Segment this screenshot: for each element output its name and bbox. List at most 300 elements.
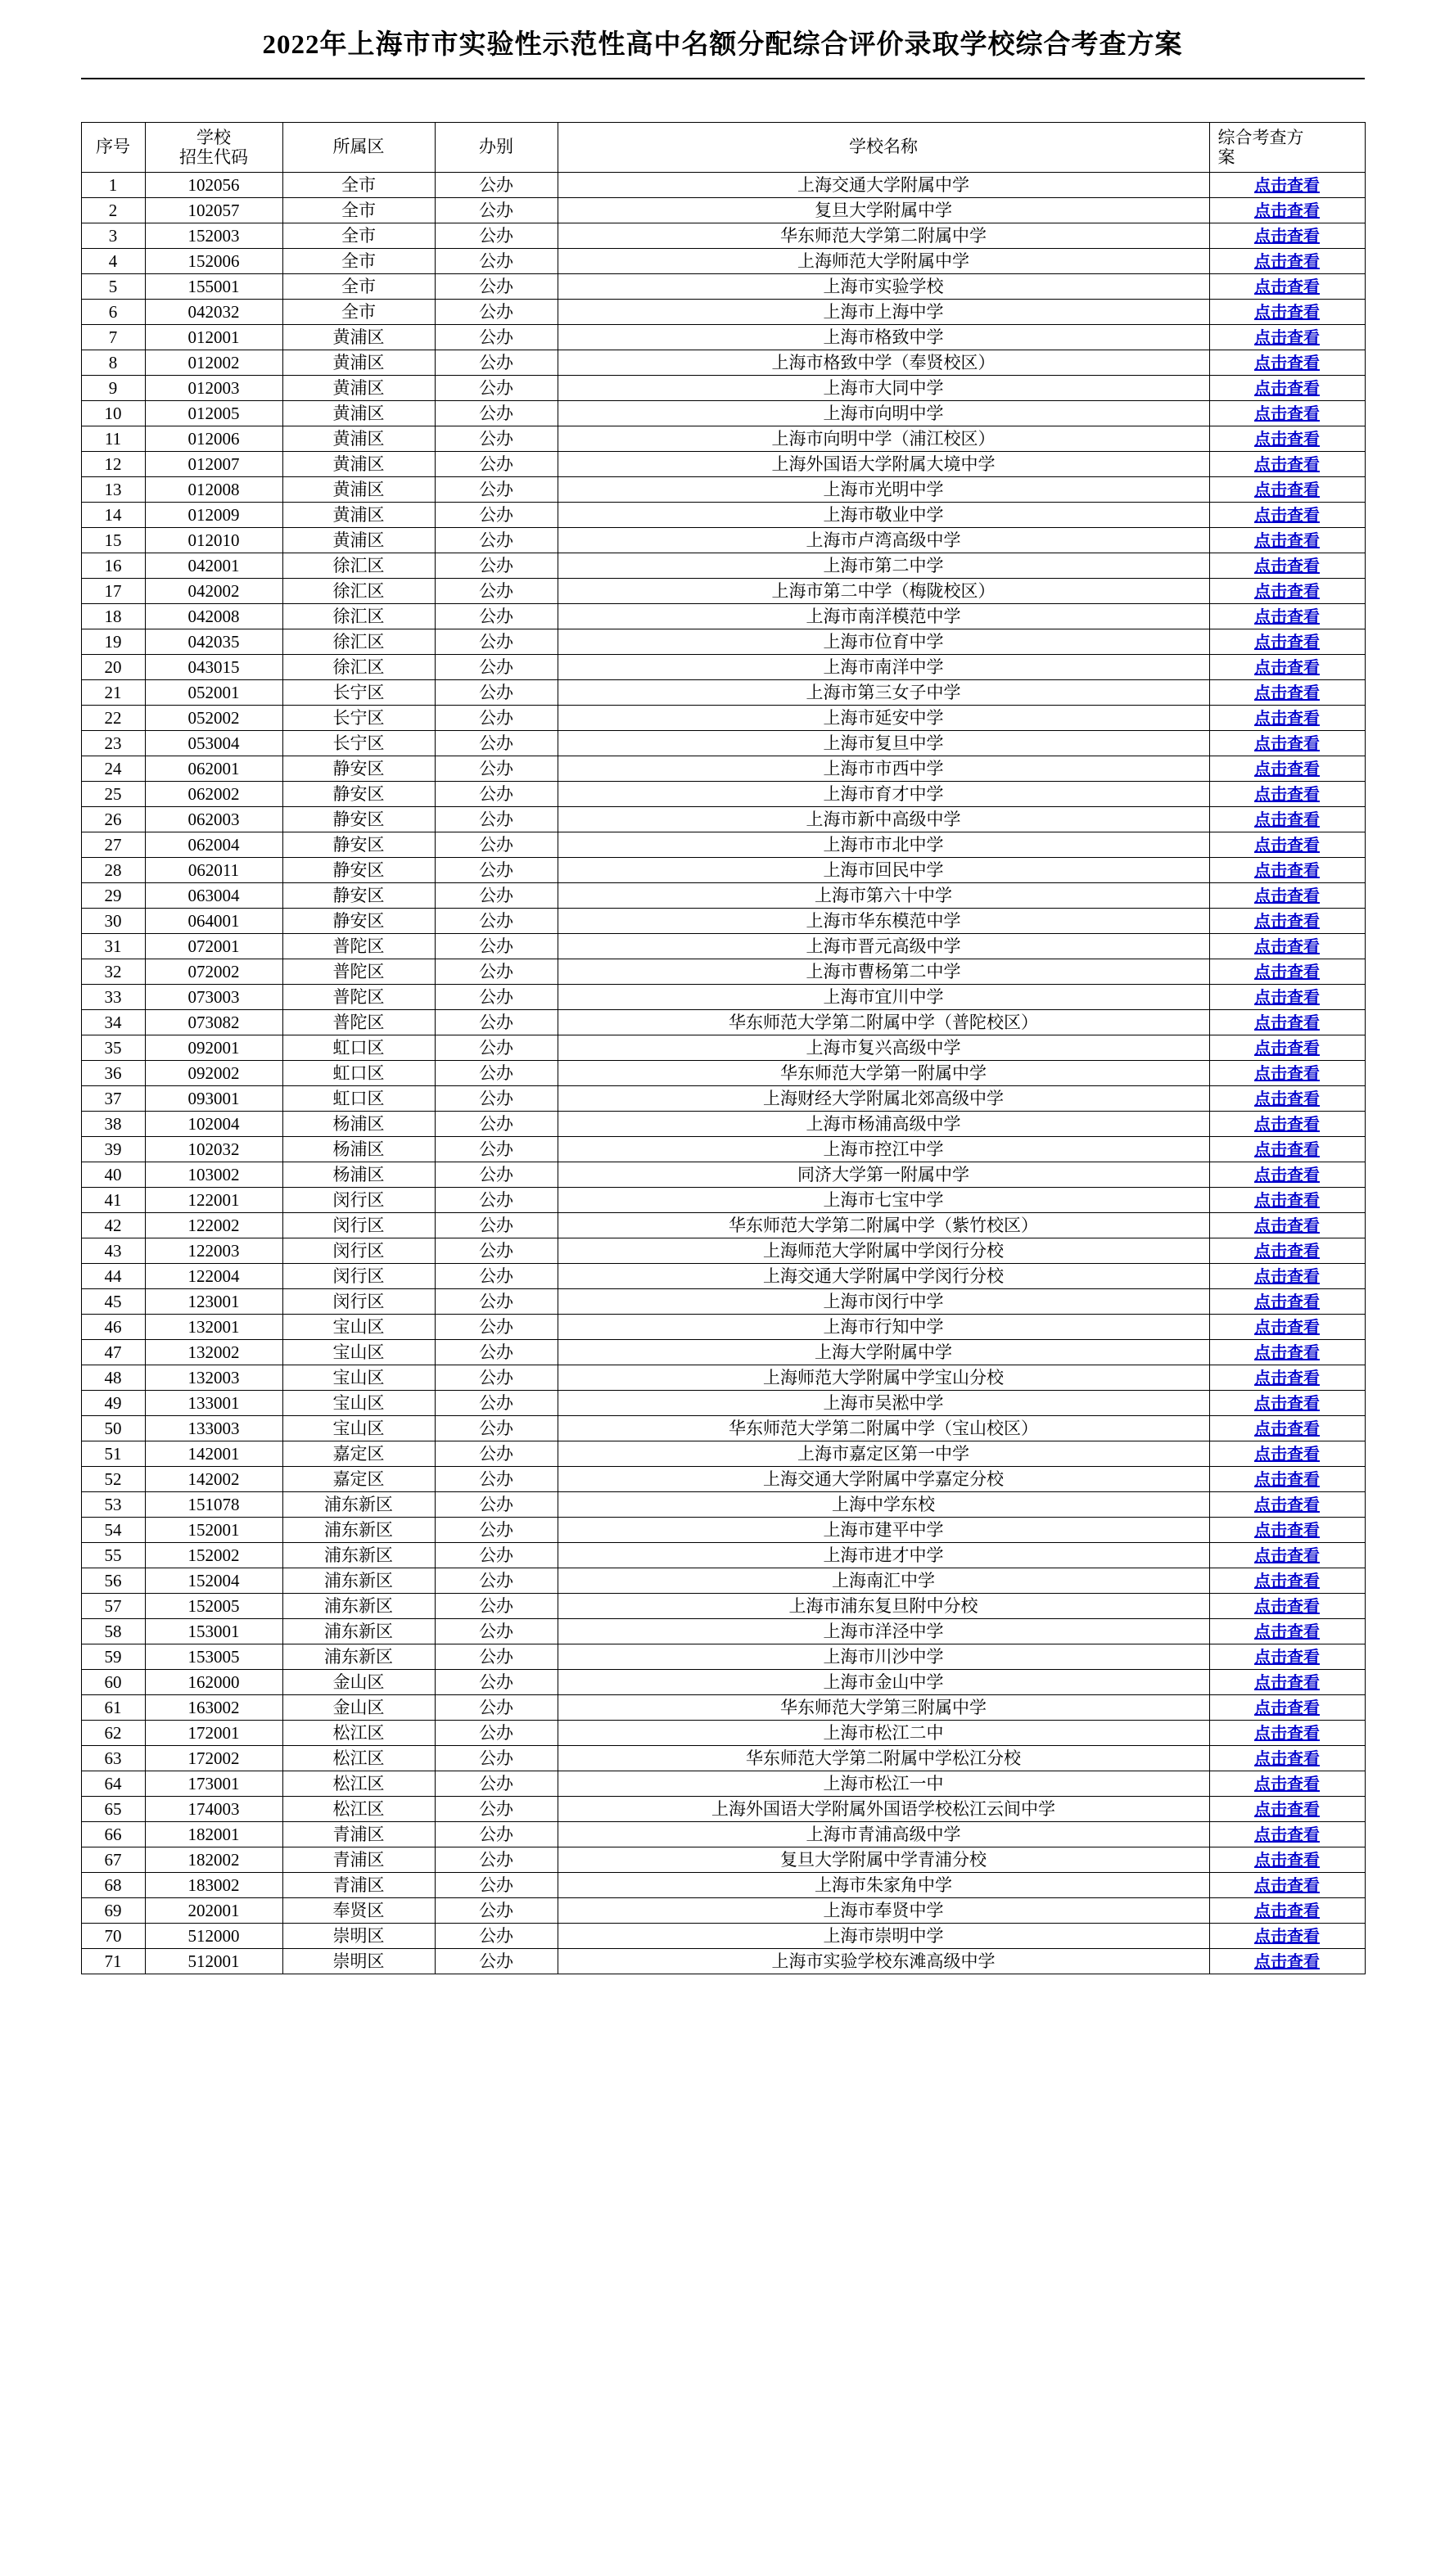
cell-assessment-link[interactable]	[1209, 934, 1365, 959]
view-assessment-link[interactable]: 点击查看	[1254, 430, 1320, 449]
cell-district: 闵行区	[282, 1188, 435, 1213]
cell-district: 杨浦区	[282, 1162, 435, 1188]
cell-type: 公办	[435, 909, 558, 934]
cell-district: 浦东新区	[282, 1492, 435, 1518]
table-row	[81, 1949, 1365, 1974]
cell-district: 普陀区	[282, 1010, 435, 1035]
cell-code: 122003	[145, 1238, 282, 1264]
cell-seq: 60	[81, 1670, 145, 1695]
cell-type: 公办	[435, 528, 558, 553]
cell-type: 公办	[435, 1492, 558, 1518]
cell-school-name: 上海市实验学校	[558, 274, 1209, 300]
cell-assessment-link[interactable]	[1209, 680, 1365, 706]
cell-assessment-link[interactable]	[1209, 1416, 1365, 1441]
cell-assessment-link[interactable]	[1209, 528, 1365, 553]
view-assessment-link[interactable]: 点击查看	[1254, 810, 1320, 829]
view-assessment-link[interactable]: 点击查看	[1254, 506, 1320, 525]
cell-assessment-link[interactable]	[1209, 1797, 1365, 1822]
cell-assessment-link[interactable]	[1209, 1898, 1365, 1924]
view-assessment-link[interactable]: 点击查看	[1254, 1597, 1320, 1616]
view-assessment-link[interactable]: 点击查看	[1254, 1242, 1320, 1261]
cell-assessment-link[interactable]	[1209, 579, 1365, 604]
cell-code: 072002	[145, 959, 282, 985]
cell-code: 142002	[145, 1467, 282, 1492]
cell-code: 202001	[145, 1898, 282, 1924]
view-assessment-link[interactable]: 点击查看	[1254, 1851, 1320, 1870]
cell-district: 杨浦区	[282, 1112, 435, 1137]
cell-seq: 17	[81, 579, 145, 604]
cell-assessment-link[interactable]	[1209, 1847, 1365, 1873]
cell-school-name: 华东师范大学第二附属中学（普陀校区）	[558, 1010, 1209, 1035]
view-assessment-link[interactable]: 点击查看	[1254, 1166, 1320, 1184]
view-assessment-link[interactable]: 点击查看	[1254, 1419, 1320, 1438]
cell-district: 静安区	[282, 858, 435, 883]
view-assessment-link[interactable]: 点击查看	[1254, 1749, 1320, 1768]
cell-seq: 1	[81, 173, 145, 198]
cell-school-name: 上海交通大学附属中学	[558, 173, 1209, 198]
cell-school-name: 上海市第二中学（梅陇校区）	[558, 579, 1209, 604]
cell-type: 公办	[435, 1188, 558, 1213]
cell-school-name: 上海市松江二中	[558, 1721, 1209, 1746]
cell-district: 金山区	[282, 1670, 435, 1695]
view-assessment-link[interactable]: 点击查看	[1254, 303, 1320, 322]
view-assessment-link[interactable]: 点击查看	[1254, 836, 1320, 855]
cell-school-name: 上海市第二中学	[558, 553, 1209, 579]
view-assessment-link[interactable]: 点击查看	[1254, 633, 1320, 652]
cell-assessment-link[interactable]	[1209, 249, 1365, 274]
view-assessment-link[interactable]: 点击查看	[1254, 1825, 1320, 1844]
view-assessment-link[interactable]: 点击查看	[1254, 277, 1320, 296]
cell-school-name: 上海市第三女子中学	[558, 680, 1209, 706]
view-assessment-link[interactable]: 点击查看	[1254, 1902, 1320, 1920]
view-assessment-link[interactable]: 点击查看	[1254, 1140, 1320, 1159]
cell-seq: 67	[81, 1847, 145, 1873]
view-assessment-link[interactable]: 点击查看	[1254, 683, 1320, 702]
cell-type: 公办	[435, 807, 558, 832]
cell-type: 公办	[435, 1238, 558, 1264]
cell-district: 宝山区	[282, 1315, 435, 1340]
cell-district: 黄浦区	[282, 350, 435, 376]
cell-type: 公办	[435, 1873, 558, 1898]
cell-district: 徐汇区	[282, 579, 435, 604]
table-row	[81, 629, 1365, 655]
cell-code: 133003	[145, 1416, 282, 1441]
cell-assessment-link[interactable]	[1209, 350, 1365, 376]
cell-school-name: 上海师范大学附属中学	[558, 249, 1209, 274]
cell-assessment-link[interactable]	[1209, 452, 1365, 477]
cell-seq: 34	[81, 1010, 145, 1035]
cell-assessment-link[interactable]	[1209, 1594, 1365, 1619]
cell-type: 公办	[435, 1797, 558, 1822]
view-assessment-link[interactable]: 点击查看	[1254, 582, 1320, 601]
cell-assessment-link[interactable]	[1209, 756, 1365, 782]
cell-school-name: 上海大学附属中学	[558, 1340, 1209, 1365]
view-assessment-link[interactable]: 点击查看	[1254, 1876, 1320, 1895]
cell-district: 静安区	[282, 807, 435, 832]
view-assessment-link[interactable]: 点击查看	[1254, 709, 1320, 728]
cell-code: 012001	[145, 325, 282, 350]
column-header-type: 办别	[435, 123, 558, 173]
table-row	[81, 756, 1365, 782]
view-assessment-link[interactable]: 点击查看	[1254, 201, 1320, 220]
cell-district: 黄浦区	[282, 325, 435, 350]
cell-assessment-link[interactable]	[1209, 1568, 1365, 1594]
cell-assessment-link[interactable]	[1209, 858, 1365, 883]
cell-seq: 8	[81, 350, 145, 376]
view-assessment-link[interactable]: 点击查看	[1254, 1648, 1320, 1667]
cell-assessment-link[interactable]	[1209, 1264, 1365, 1289]
cell-type: 公办	[435, 680, 558, 706]
view-assessment-link[interactable]: 点击查看	[1254, 1089, 1320, 1108]
view-assessment-link[interactable]: 点击查看	[1254, 1267, 1320, 1286]
view-assessment-link[interactable]: 点击查看	[1254, 937, 1320, 956]
table-row	[81, 528, 1365, 553]
cell-assessment-link[interactable]	[1209, 1188, 1365, 1213]
view-assessment-link[interactable]: 点击查看	[1254, 227, 1320, 246]
cell-assessment-link[interactable]	[1209, 1543, 1365, 1568]
cell-seq: 44	[81, 1264, 145, 1289]
cell-assessment-link[interactable]	[1209, 832, 1365, 858]
cell-assessment-link[interactable]	[1209, 1771, 1365, 1797]
view-assessment-link[interactable]: 点击查看	[1254, 1496, 1320, 1514]
cell-assessment-link[interactable]	[1209, 604, 1365, 629]
cell-type: 公办	[435, 452, 558, 477]
cell-seq: 23	[81, 731, 145, 756]
table-row	[81, 985, 1365, 1010]
cell-type: 公办	[435, 1644, 558, 1670]
view-assessment-link[interactable]: 点击查看	[1254, 176, 1320, 195]
table-row	[81, 1289, 1365, 1315]
view-assessment-link[interactable]: 点击查看	[1254, 328, 1320, 347]
column-header-assessment	[1209, 123, 1365, 173]
cell-assessment-link[interactable]	[1209, 1162, 1365, 1188]
cell-assessment-link[interactable]	[1209, 503, 1365, 528]
cell-seq: 56	[81, 1568, 145, 1594]
cell-assessment-link[interactable]	[1209, 1340, 1365, 1365]
cell-type: 公办	[435, 1213, 558, 1238]
cell-code: 142001	[145, 1441, 282, 1467]
table-row	[81, 274, 1365, 300]
cell-assessment-link[interactable]	[1209, 1086, 1365, 1112]
cell-district: 全市	[282, 173, 435, 198]
cell-code: 042035	[145, 629, 282, 655]
cell-assessment-link[interactable]	[1209, 1721, 1365, 1746]
view-assessment-link[interactable]: 点击查看	[1254, 1673, 1320, 1692]
cell-seq: 3	[81, 223, 145, 249]
cell-seq: 43	[81, 1238, 145, 1264]
view-assessment-link[interactable]: 点击查看	[1254, 379, 1320, 398]
cell-school-name: 上海市育才中学	[558, 782, 1209, 807]
cell-district: 崇明区	[282, 1949, 435, 1974]
cell-school-name: 上海市延安中学	[558, 706, 1209, 731]
cell-district: 全市	[282, 223, 435, 249]
cell-code: 042002	[145, 579, 282, 604]
cell-code: 073003	[145, 985, 282, 1010]
cell-assessment-link[interactable]	[1209, 1137, 1365, 1162]
cell-seq: 55	[81, 1543, 145, 1568]
cell-district: 黄浦区	[282, 426, 435, 452]
view-assessment-link[interactable]: 点击查看	[1254, 1521, 1320, 1540]
view-assessment-link[interactable]: 点击查看	[1254, 1775, 1320, 1793]
view-assessment-link[interactable]: 点击查看	[1254, 912, 1320, 931]
cell-school-name: 上海市位育中学	[558, 629, 1209, 655]
view-assessment-link[interactable]: 点击查看	[1254, 1039, 1320, 1058]
cell-seq: 48	[81, 1365, 145, 1391]
cell-assessment-link[interactable]	[1209, 909, 1365, 934]
cell-assessment-link[interactable]	[1209, 477, 1365, 503]
table-row	[81, 1924, 1365, 1949]
cell-district: 虹口区	[282, 1035, 435, 1061]
view-assessment-link[interactable]: 点击查看	[1254, 1293, 1320, 1311]
cell-assessment-link[interactable]	[1209, 1492, 1365, 1518]
cell-assessment-link[interactable]	[1209, 959, 1365, 985]
cell-type: 公办	[435, 173, 558, 198]
cell-type: 公办	[435, 959, 558, 985]
table-row	[81, 1518, 1365, 1543]
cell-district: 闵行区	[282, 1264, 435, 1289]
cell-seq: 54	[81, 1518, 145, 1543]
cell-seq: 28	[81, 858, 145, 883]
cell-assessment-link[interactable]	[1209, 1467, 1365, 1492]
table-row	[81, 1213, 1365, 1238]
cell-assessment-link[interactable]	[1209, 706, 1365, 731]
cell-school-name: 上海市浦东复旦附中分校	[558, 1594, 1209, 1619]
table-row	[81, 401, 1365, 426]
view-assessment-link[interactable]: 点击查看	[1254, 1369, 1320, 1387]
cell-code: 183002	[145, 1873, 282, 1898]
cell-school-name: 上海交通大学附属中学闵行分校	[558, 1264, 1209, 1289]
cell-assessment-link[interactable]	[1209, 1441, 1365, 1467]
cell-assessment-link[interactable]	[1209, 1924, 1365, 1949]
cell-seq: 32	[81, 959, 145, 985]
table-row	[81, 1112, 1365, 1137]
cell-code: 012002	[145, 350, 282, 376]
view-assessment-link[interactable]: 点击查看	[1254, 1546, 1320, 1565]
view-assessment-link[interactable]: 点击查看	[1254, 1394, 1320, 1413]
view-assessment-link[interactable]: 点击查看	[1254, 1572, 1320, 1590]
cell-assessment-link[interactable]	[1209, 1949, 1365, 1974]
view-assessment-link[interactable]: 点击查看	[1254, 1115, 1320, 1134]
table-row	[81, 1695, 1365, 1721]
table-row	[81, 858, 1365, 883]
cell-assessment-link[interactable]	[1209, 1010, 1365, 1035]
cell-assessment-link[interactable]	[1209, 1644, 1365, 1670]
cell-type: 公办	[435, 1264, 558, 1289]
cell-district: 宝山区	[282, 1340, 435, 1365]
cell-assessment-link[interactable]	[1209, 1365, 1365, 1391]
cell-assessment-link[interactable]	[1209, 553, 1365, 579]
view-assessment-link[interactable]: 点击查看	[1254, 252, 1320, 271]
cell-assessment-link[interactable]	[1209, 1213, 1365, 1238]
view-assessment-link[interactable]: 点击查看	[1254, 988, 1320, 1007]
table-row	[81, 1162, 1365, 1188]
table-row	[81, 883, 1365, 909]
cell-school-name: 上海市青浦高级中学	[558, 1822, 1209, 1847]
table-row	[81, 1416, 1365, 1441]
table-body	[81, 173, 1365, 1974]
cell-assessment-link[interactable]	[1209, 1061, 1365, 1086]
table-row	[81, 1746, 1365, 1771]
cell-assessment-link[interactable]	[1209, 1518, 1365, 1543]
table-row	[81, 325, 1365, 350]
cell-assessment-link[interactable]	[1209, 1873, 1365, 1898]
cell-district: 松江区	[282, 1797, 435, 1822]
table-row	[81, 1188, 1365, 1213]
cell-seq: 6	[81, 300, 145, 325]
cell-type: 公办	[435, 401, 558, 426]
view-assessment-link[interactable]: 点击查看	[1254, 861, 1320, 880]
cell-district: 长宁区	[282, 706, 435, 731]
cell-assessment-link[interactable]	[1209, 173, 1365, 198]
view-assessment-link[interactable]: 点击查看	[1254, 531, 1320, 550]
view-assessment-link[interactable]: 点击查看	[1254, 404, 1320, 423]
column-header-district: 所属区	[282, 123, 435, 173]
cell-assessment-link[interactable]	[1209, 1695, 1365, 1721]
cell-district: 虹口区	[282, 1086, 435, 1112]
cell-district: 浦东新区	[282, 1619, 435, 1644]
cell-code: 052001	[145, 680, 282, 706]
cell-seq: 13	[81, 477, 145, 503]
view-assessment-link[interactable]: 点击查看	[1254, 1724, 1320, 1743]
cell-assessment-link[interactable]	[1209, 883, 1365, 909]
cell-school-name: 上海市新中高级中学	[558, 807, 1209, 832]
view-assessment-link[interactable]: 点击查看	[1254, 1952, 1320, 1971]
cell-code: 132002	[145, 1340, 282, 1365]
cell-seq: 29	[81, 883, 145, 909]
cell-code: 182001	[145, 1822, 282, 1847]
cell-seq: 21	[81, 680, 145, 706]
cell-type: 公办	[435, 1086, 558, 1112]
cell-assessment-link[interactable]	[1209, 376, 1365, 401]
cell-school-name: 上海交通大学附属中学嘉定分校	[558, 1467, 1209, 1492]
view-assessment-link[interactable]: 点击查看	[1254, 1445, 1320, 1464]
cell-assessment-link[interactable]	[1209, 731, 1365, 756]
table-row	[81, 706, 1365, 731]
cell-seq: 51	[81, 1441, 145, 1467]
cell-type: 公办	[435, 1441, 558, 1467]
cell-school-name: 上海市敬业中学	[558, 503, 1209, 528]
view-assessment-link[interactable]: 点击查看	[1254, 1699, 1320, 1717]
cell-code: 173001	[145, 1771, 282, 1797]
cell-assessment-link[interactable]	[1209, 782, 1365, 807]
cell-assessment-link[interactable]	[1209, 274, 1365, 300]
cell-district: 青浦区	[282, 1822, 435, 1847]
cell-type: 公办	[435, 1010, 558, 1035]
cell-assessment-link[interactable]	[1209, 1822, 1365, 1847]
cell-district: 静安区	[282, 756, 435, 782]
column-header-assessment-line2: 案	[1217, 147, 1235, 168]
cell-type: 公办	[435, 350, 558, 376]
cell-district: 普陀区	[282, 959, 435, 985]
view-assessment-link[interactable]: 点击查看	[1254, 1191, 1320, 1210]
cell-type: 公办	[435, 934, 558, 959]
cell-school-name: 上海师范大学附属中学闵行分校	[558, 1238, 1209, 1264]
view-assessment-link[interactable]: 点击查看	[1254, 1622, 1320, 1641]
cell-district: 黄浦区	[282, 401, 435, 426]
cell-assessment-link[interactable]	[1209, 198, 1365, 223]
cell-assessment-link[interactable]	[1209, 1289, 1365, 1315]
cell-seq: 35	[81, 1035, 145, 1061]
cell-assessment-link[interactable]	[1209, 325, 1365, 350]
cell-school-name: 上海市川沙中学	[558, 1644, 1209, 1670]
cell-code: 052002	[145, 706, 282, 731]
cell-type: 公办	[435, 832, 558, 858]
cell-code: 043015	[145, 655, 282, 680]
cell-school-name: 上海市第六十中学	[558, 883, 1209, 909]
cell-district: 黄浦区	[282, 452, 435, 477]
cell-assessment-link[interactable]	[1209, 1746, 1365, 1771]
cell-assessment-link[interactable]	[1209, 1391, 1365, 1416]
cell-assessment-link[interactable]	[1209, 1035, 1365, 1061]
cell-type: 公办	[435, 629, 558, 655]
view-assessment-link[interactable]: 点击查看	[1254, 734, 1320, 753]
cell-seq: 31	[81, 934, 145, 959]
view-assessment-link[interactable]: 点击查看	[1254, 760, 1320, 778]
cell-assessment-link[interactable]	[1209, 1670, 1365, 1695]
cell-code: 102056	[145, 173, 282, 198]
view-assessment-link[interactable]: 点击查看	[1254, 480, 1320, 499]
cell-type: 公办	[435, 1416, 558, 1441]
cell-assessment-link[interactable]	[1209, 426, 1365, 452]
cell-seq: 49	[81, 1391, 145, 1416]
cell-assessment-link[interactable]	[1209, 1315, 1365, 1340]
cell-code: 132003	[145, 1365, 282, 1391]
view-assessment-link[interactable]: 点击查看	[1254, 785, 1320, 804]
view-assessment-link[interactable]: 点击查看	[1254, 354, 1320, 372]
view-assessment-link[interactable]: 点击查看	[1254, 1800, 1320, 1819]
view-assessment-link[interactable]: 点击查看	[1254, 963, 1320, 981]
table-row	[81, 1543, 1365, 1568]
view-assessment-link[interactable]: 点击查看	[1254, 1013, 1320, 1032]
cell-assessment-link[interactable]	[1209, 401, 1365, 426]
cell-seq: 20	[81, 655, 145, 680]
view-assessment-link[interactable]: 点击查看	[1254, 1343, 1320, 1362]
cell-assessment-link[interactable]	[1209, 223, 1365, 249]
view-assessment-link[interactable]: 点击查看	[1254, 1216, 1320, 1235]
view-assessment-link[interactable]: 点击查看	[1254, 1318, 1320, 1337]
view-assessment-link[interactable]: 点击查看	[1254, 455, 1320, 474]
cell-seq: 61	[81, 1695, 145, 1721]
table-row	[81, 959, 1365, 985]
view-assessment-link[interactable]: 点击查看	[1254, 557, 1320, 575]
view-assessment-link[interactable]: 点击查看	[1254, 607, 1320, 626]
cell-assessment-link[interactable]	[1209, 629, 1365, 655]
view-assessment-link[interactable]: 点击查看	[1254, 1470, 1320, 1489]
cell-district: 浦东新区	[282, 1518, 435, 1543]
table-row	[81, 223, 1365, 249]
cell-assessment-link[interactable]	[1209, 1112, 1365, 1137]
cell-assessment-link[interactable]	[1209, 807, 1365, 832]
cell-seq: 26	[81, 807, 145, 832]
cell-code: 152003	[145, 223, 282, 249]
view-assessment-link[interactable]: 点击查看	[1254, 886, 1320, 905]
cell-assessment-link[interactable]	[1209, 1238, 1365, 1264]
view-assessment-link[interactable]: 点击查看	[1254, 1064, 1320, 1083]
cell-seq: 7	[81, 325, 145, 350]
table-row	[81, 1670, 1365, 1695]
table-row	[81, 579, 1365, 604]
cell-type: 公办	[435, 1568, 558, 1594]
cell-assessment-link[interactable]	[1209, 1619, 1365, 1644]
cell-school-name: 上海市杨浦高级中学	[558, 1112, 1209, 1137]
cell-assessment-link[interactable]	[1209, 300, 1365, 325]
cell-district: 虹口区	[282, 1061, 435, 1086]
cell-district: 黄浦区	[282, 528, 435, 553]
view-assessment-link[interactable]: 点击查看	[1254, 1927, 1320, 1946]
cell-assessment-link[interactable]	[1209, 655, 1365, 680]
cell-assessment-link[interactable]	[1209, 985, 1365, 1010]
view-assessment-link[interactable]: 点击查看	[1254, 658, 1320, 677]
